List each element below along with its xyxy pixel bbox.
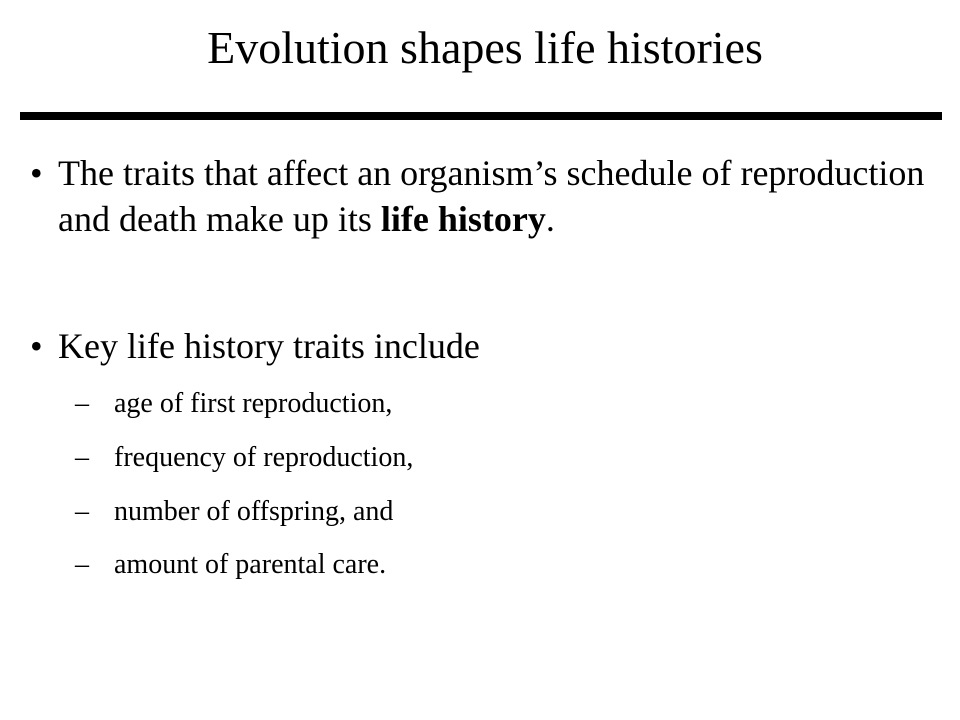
title-divider	[20, 112, 942, 120]
sub-item-frequency-of-reproduction	[75, 440, 413, 476]
sub-item-text: age of first reproduction,	[114, 388, 393, 419]
bullet-text-lead: The traits that affect an organism’s schedule of reproduction and death make up its	[58, 153, 925, 239]
sub-item-text: number of offspring, and	[114, 496, 394, 527]
bullet-text	[58, 150, 930, 242]
sub-item-age-of-first-reproduction	[75, 386, 392, 422]
sub-item-parental-care	[75, 547, 386, 583]
bold-term-life-history: life history	[380, 199, 546, 239]
dash-marker: –	[75, 496, 89, 527]
slide-title: Evolution shapes life histories	[207, 22, 763, 73]
bullet-key-traits	[30, 323, 930, 369]
sub-item-text: frequency of reproduction,	[114, 442, 414, 473]
dash-marker: –	[75, 442, 89, 473]
dash-marker: –	[75, 549, 89, 580]
sub-item-number-of-offspring	[75, 494, 393, 530]
bullet-life-history-definition	[30, 150, 930, 242]
bullet-marker: •	[30, 153, 43, 193]
bullet-marker: •	[30, 326, 43, 366]
sub-item-text: amount of parental care.	[114, 549, 387, 580]
dash-marker: –	[75, 388, 89, 419]
bullet-text: Key life history traits include	[58, 326, 480, 366]
bullet-text-end: .	[545, 199, 555, 239]
